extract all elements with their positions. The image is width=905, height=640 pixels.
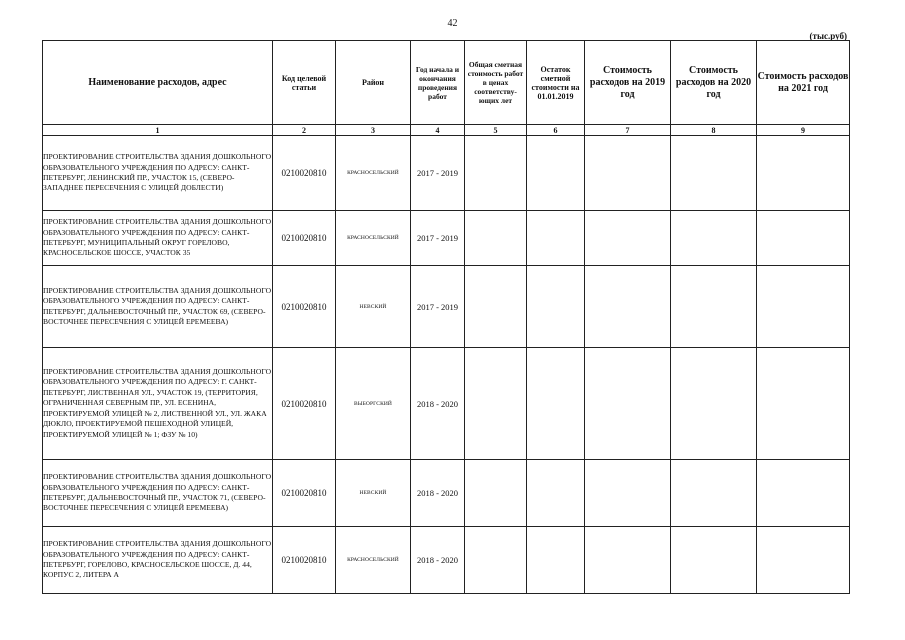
header-years: Год начала и окончания проведения работ bbox=[411, 41, 465, 125]
target-code: 0210020810 bbox=[273, 527, 336, 594]
table-row bbox=[43, 266, 850, 348]
column-number: 4 bbox=[411, 125, 465, 136]
cost-2021-cell bbox=[757, 266, 850, 348]
work-years: 2017 - 2019 bbox=[411, 136, 465, 211]
cost-2020-cell bbox=[671, 266, 757, 348]
table-row bbox=[43, 136, 850, 211]
expense-name: ПРОЕКТИРОВАНИЕ СТРОИТЕЛЬСТВА ЗДАНИЯ ДОШКОЛЬНОГО ОБРАЗОВАТЕЛЬНОГО УЧРЕЖДЕНИЯ ПО АДРЕСУ: САНКТ-ПЕТЕРБУРГ, ЛЕНИНСКИЙ ПР., УЧАСТОК 15, (СЕВЕРО-ЗАПАДНЕЕ ПЕРЕСЕЧЕНИЯ С УЛИЦЕЙ ДОБЛЕСТИ) bbox=[43, 136, 273, 211]
header-remaining-cost: Остаток сметной стоимости на 01.01.2019 bbox=[527, 41, 585, 125]
target-code: 0210020810 bbox=[273, 211, 336, 266]
district: ВЫБОРГСКИЙ bbox=[336, 348, 411, 460]
district: НЕВСКИЙ bbox=[336, 266, 411, 348]
table-row bbox=[43, 211, 850, 266]
cost-2021-cell bbox=[757, 527, 850, 594]
cost-2020-cell bbox=[671, 348, 757, 460]
column-number: 7 bbox=[585, 125, 671, 136]
header-cost-2019: Стоимость расходов на 2019 год bbox=[585, 41, 671, 125]
units-label: (тыс.руб) bbox=[809, 31, 847, 41]
cost-2020-cell bbox=[671, 136, 757, 211]
remaining-cost-cell bbox=[527, 136, 585, 211]
target-code: 0210020810 bbox=[273, 348, 336, 460]
expenditure-table bbox=[42, 40, 850, 594]
total-cost-cell bbox=[465, 348, 527, 460]
district: КРАСНОСЕЛЬСКИЙ bbox=[336, 211, 411, 266]
remaining-cost-cell bbox=[527, 266, 585, 348]
cost-2021-cell bbox=[757, 211, 850, 266]
expense-name: ПРОЕКТИРОВАНИЕ СТРОИТЕЛЬСТВА ЗДАНИЯ ДОШКОЛЬНОГО ОБРАЗОВАТЕЛЬНОГО УЧРЕЖДЕНИЯ ПО АДРЕСУ: САНКТ-ПЕТЕРБУРГ, ДАЛЬНЕВОСТОЧНЫЙ ПР., УЧАСТОК 71, (СЕВЕРО-ВОСТОЧНЕЕ ПЕРЕСЕЧЕНИЯ С УЛИЦЕЙ ЕРЕМЕЕВА) bbox=[43, 460, 273, 527]
page-number: 42 bbox=[447, 18, 458, 29]
target-code: 0210020810 bbox=[273, 266, 336, 348]
header-name: Наименование расходов, адрес bbox=[43, 41, 273, 125]
header-code: Код целевой статьи bbox=[273, 41, 336, 125]
cost-2019-cell bbox=[585, 348, 671, 460]
header-cost-2020: Стоимость расходов на 2020 год bbox=[671, 41, 757, 125]
district: КРАСНОСЕЛЬСКИЙ bbox=[336, 527, 411, 594]
remaining-cost-cell bbox=[527, 211, 585, 266]
total-cost-cell bbox=[465, 527, 527, 594]
header-district: Район bbox=[336, 41, 411, 125]
expense-name: ПРОЕКТИРОВАНИЕ СТРОИТЕЛЬСТВА ЗДАНИЯ ДОШКОЛЬНОГО ОБРАЗОВАТЕЛЬНОГО УЧРЕЖДЕНИЯ ПО АДРЕСУ: САНКТ-ПЕТЕРБУРГ, ДАЛЬНЕВОСТОЧНЫЙ ПР., УЧАСТОК 69, (СЕВЕРО-ВОСТОЧНЕЕ ПЕРЕСЕЧЕНИЯ С УЛИЦЕЙ ЕРЕМЕЕВА) bbox=[43, 266, 273, 348]
table-row bbox=[43, 527, 850, 594]
cost-2021-cell bbox=[757, 136, 850, 211]
work-years: 2018 - 2020 bbox=[411, 527, 465, 594]
target-code: 0210020810 bbox=[273, 460, 336, 527]
column-number: 2 bbox=[273, 125, 336, 136]
district: КРАСНОСЕЛЬСКИЙ bbox=[336, 136, 411, 211]
header-total-cost: Общая сметная стоимость работ в ценах соответству-ющих лет bbox=[465, 41, 527, 125]
total-cost-cell bbox=[465, 136, 527, 211]
column-number: 5 bbox=[465, 125, 527, 136]
cost-2019-cell bbox=[585, 266, 671, 348]
total-cost-cell bbox=[465, 211, 527, 266]
column-number: 9 bbox=[757, 125, 850, 136]
cost-2019-cell bbox=[585, 527, 671, 594]
column-number: 8 bbox=[671, 125, 757, 136]
cost-2019-cell bbox=[585, 211, 671, 266]
cost-2019-cell bbox=[585, 460, 671, 527]
work-years: 2017 - 2019 bbox=[411, 266, 465, 348]
expense-name: ПРОЕКТИРОВАНИЕ СТРОИТЕЛЬСТВА ЗДАНИЯ ДОШКОЛЬНОГО ОБРАЗОВАТЕЛЬНОГО УЧРЕЖДЕНИЯ ПО АДРЕСУ: САНКТ-ПЕТЕРБУРГ, ГОРЕЛОВО, КРАСНОСЕЛЬСКОЕ ШОССЕ, Д. 44, КОРПУС 2, ЛИТЕРА А bbox=[43, 527, 273, 594]
work-years: 2018 - 2020 bbox=[411, 460, 465, 527]
cost-2020-cell bbox=[671, 460, 757, 527]
column-number-row bbox=[43, 125, 850, 136]
total-cost-cell bbox=[465, 266, 527, 348]
header-row bbox=[43, 41, 850, 125]
column-number: 1 bbox=[43, 125, 273, 136]
remaining-cost-cell bbox=[527, 460, 585, 527]
remaining-cost-cell bbox=[527, 527, 585, 594]
cost-2021-cell bbox=[757, 348, 850, 460]
target-code: 0210020810 bbox=[273, 136, 336, 211]
total-cost-cell bbox=[465, 460, 527, 527]
table-row bbox=[43, 460, 850, 527]
expense-name: ПРОЕКТИРОВАНИЕ СТРОИТЕЛЬСТВА ЗДАНИЯ ДОШКОЛЬНОГО ОБРАЗОВАТЕЛЬНОГО УЧРЕЖДЕНИЯ ПО АДРЕСУ: САНКТ-ПЕТЕРБУРГ, МУНИЦИПАЛЬНЫЙ ОКРУГ ГОРЕЛОВО, КРАСНОСЕЛЬСКОЕ ШОССЕ, УЧАСТОК 35 bbox=[43, 211, 273, 266]
cost-2020-cell bbox=[671, 527, 757, 594]
expense-name: ПРОЕКТИРОВАНИЕ СТРОИТЕЛЬСТВА ЗДАНИЯ ДОШКОЛЬНОГО ОБРАЗОВАТЕЛЬНОГО УЧРЕЖДЕНИЯ ПО АДРЕСУ: Г. САНКТ-ПЕТЕРБУРГ, ЛИСТВЕННАЯ УЛ., УЧАСТОК 19, (ТЕРРИТОРИЯ, ОГРАНИЧЕННАЯ СЕВЕРНЫМ ПР., УЛ. ЕСЕНИНА, ПРОЕКТИРУЕМОЙ УЛИЦЕЙ № 2, ЛИСТВЕННОЙ УЛ., УЛ. ЖАКА ДЮКЛО, ПРОЕКТИРУЕМОЙ ПЕШЕХОДНОЙ УЛИЦЕЙ, ПРОЕКТИРУЕМОЙ УЛИЦЕЙ № 1; ФЗУ № 10) bbox=[43, 348, 273, 460]
header-cost-2021: Стоимость расходов на 2021 год bbox=[757, 41, 850, 125]
remaining-cost-cell bbox=[527, 348, 585, 460]
column-number: 6 bbox=[527, 125, 585, 136]
work-years: 2018 - 2020 bbox=[411, 348, 465, 460]
district: НЕВСКИЙ bbox=[336, 460, 411, 527]
column-number: 3 bbox=[336, 125, 411, 136]
cost-2021-cell bbox=[757, 460, 850, 527]
cost-2020-cell bbox=[671, 211, 757, 266]
work-years: 2017 - 2019 bbox=[411, 211, 465, 266]
cost-2019-cell bbox=[585, 136, 671, 211]
table-row bbox=[43, 348, 850, 460]
